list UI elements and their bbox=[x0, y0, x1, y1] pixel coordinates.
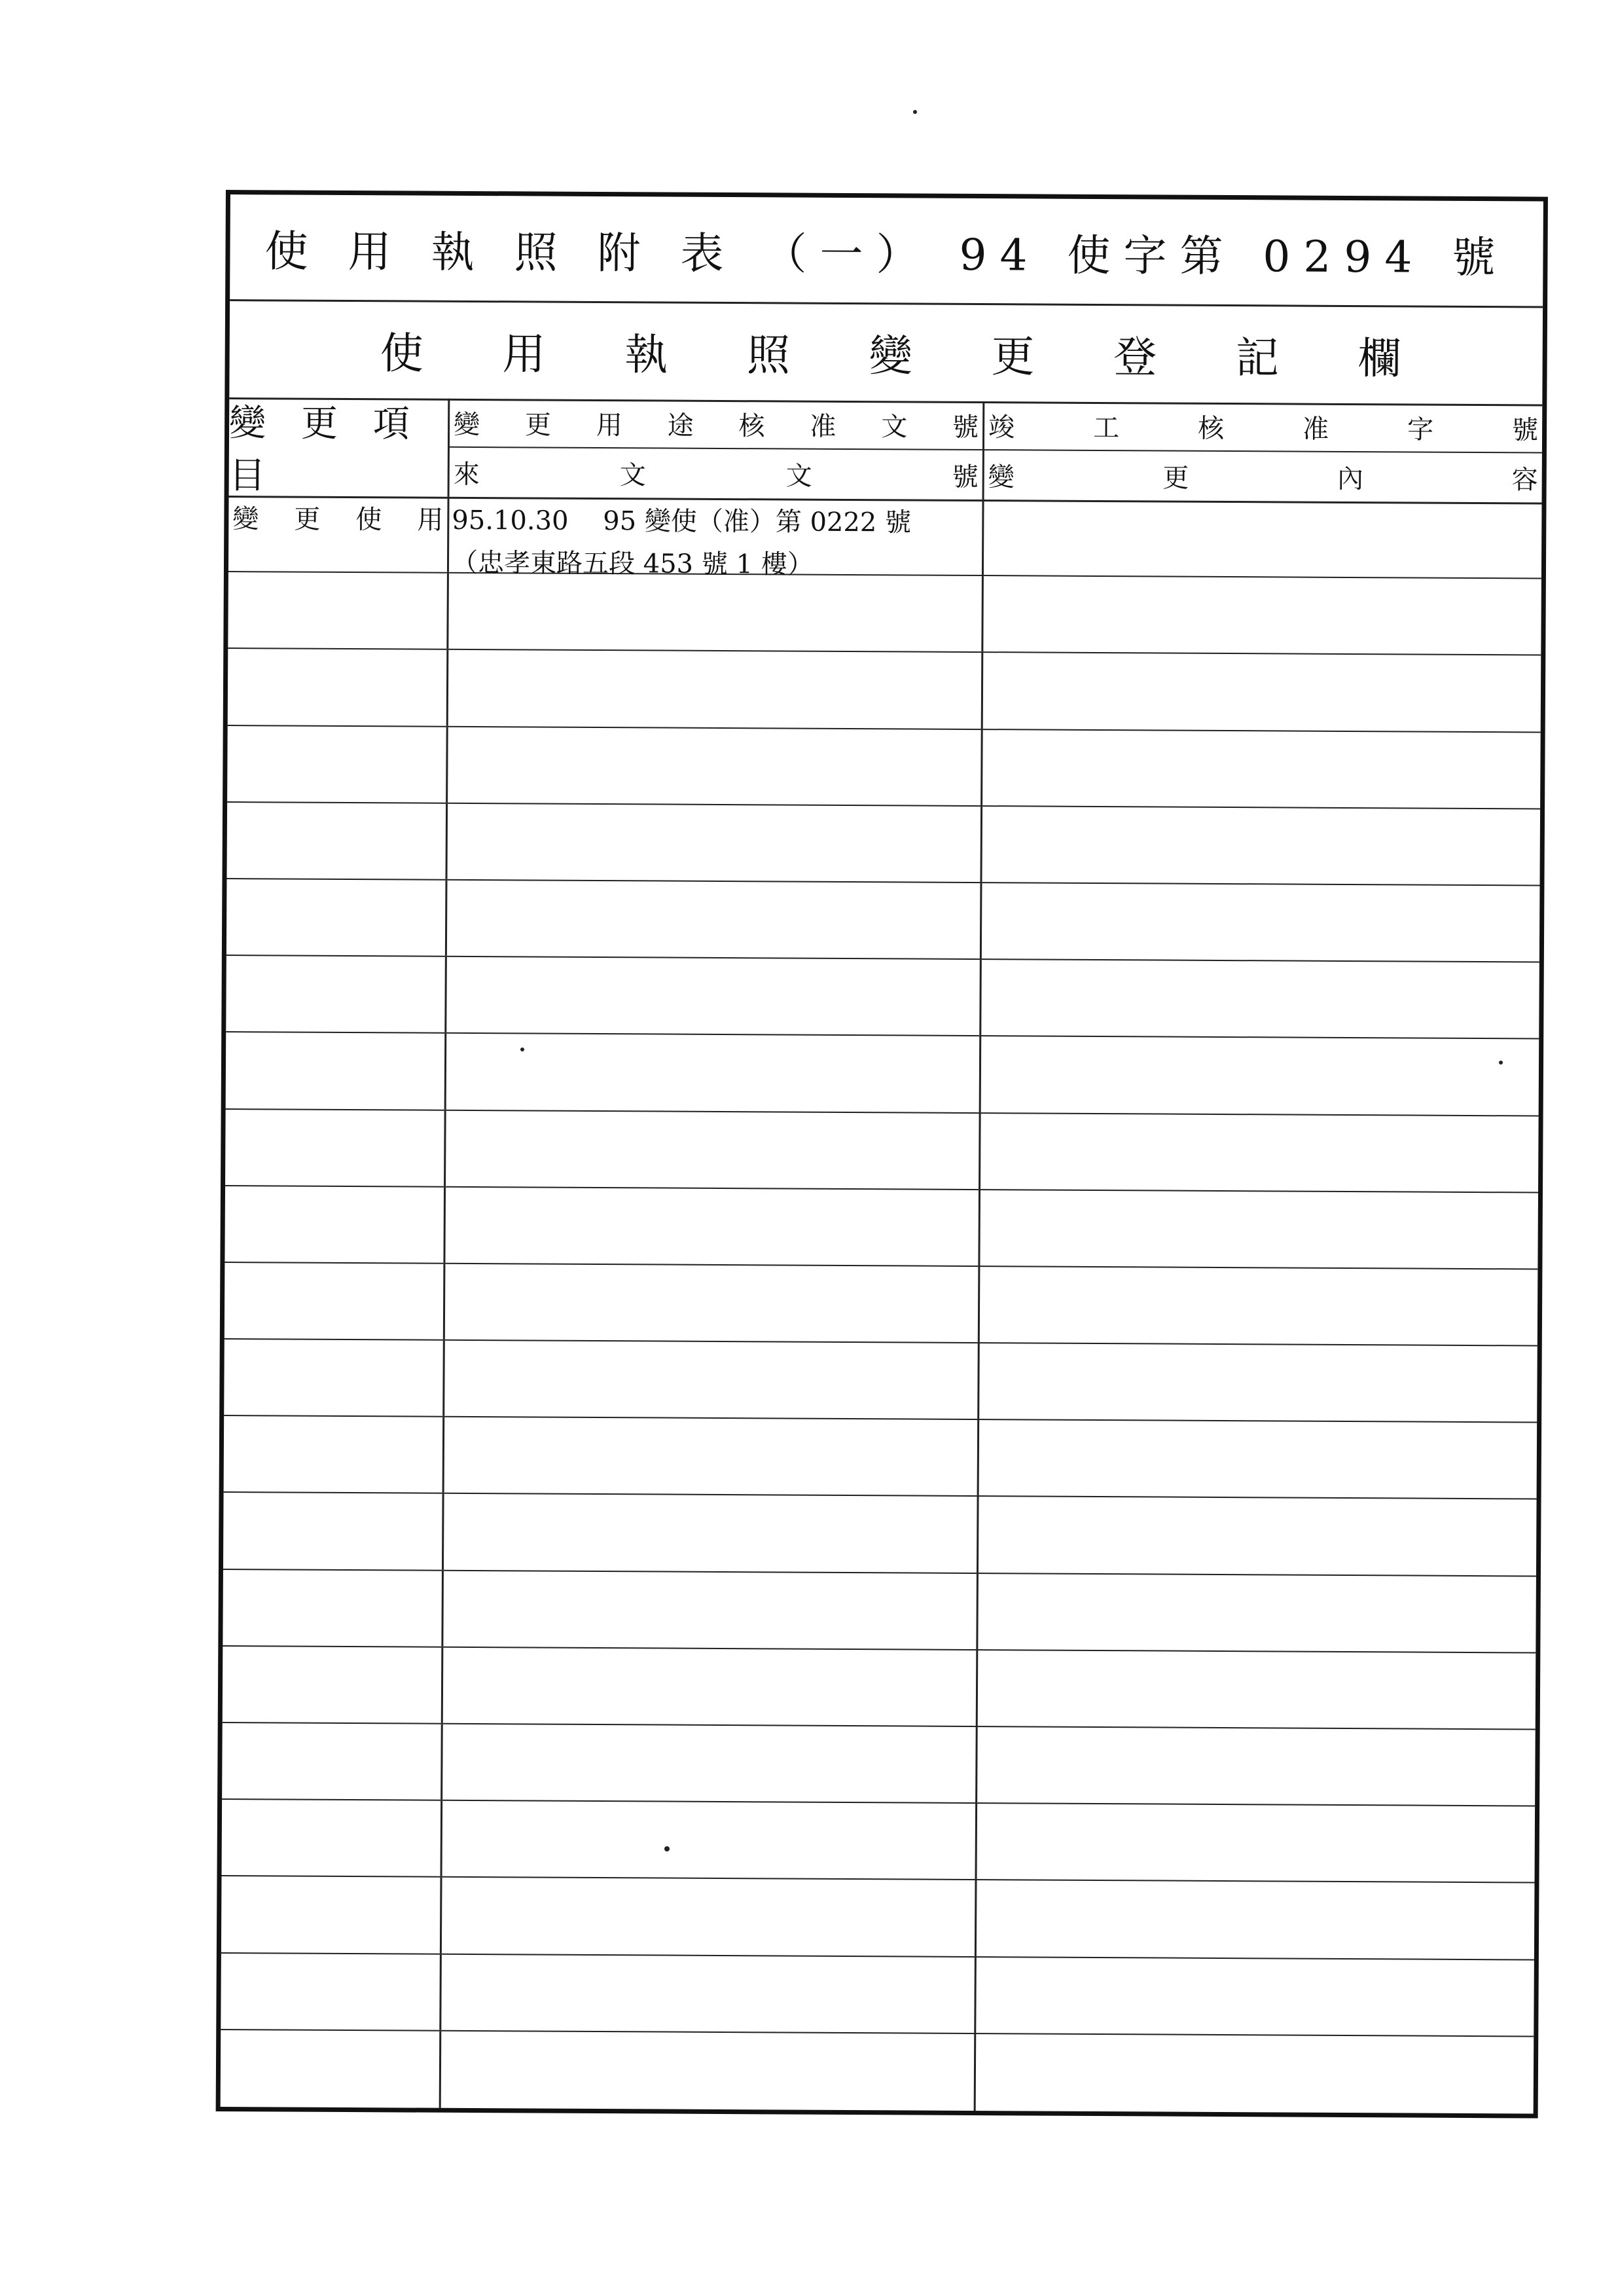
change-item-cell bbox=[223, 1647, 444, 1723]
header-approval-doc-no bbox=[450, 399, 985, 500]
header-char: 准 bbox=[810, 411, 836, 442]
table-row bbox=[226, 803, 1540, 886]
doc-no-cell bbox=[444, 1417, 980, 1495]
doc-no-cell bbox=[445, 1187, 980, 1265]
header-incoming-doc-no bbox=[450, 448, 982, 500]
change-item-cell bbox=[228, 649, 449, 725]
approval-content-cell bbox=[980, 1267, 1538, 1345]
doc-address-line: （忠孝東路五段 453 號 1 樓） bbox=[451, 547, 814, 580]
scan-speck bbox=[664, 1846, 670, 1851]
header-char: 用 bbox=[596, 410, 622, 441]
table-row bbox=[221, 1876, 1535, 1960]
doc-no-cell bbox=[444, 1494, 979, 1572]
approval-content-cell bbox=[982, 807, 1540, 885]
doc-no-cell bbox=[444, 1341, 980, 1419]
header-char: 途 bbox=[667, 410, 694, 441]
table-row bbox=[223, 1647, 1536, 1730]
change-item-char: 變 bbox=[232, 504, 259, 535]
table-row bbox=[227, 726, 1541, 810]
approval-content-cell bbox=[983, 653, 1541, 731]
change-item-cell bbox=[226, 1032, 447, 1109]
doc-no-cell bbox=[441, 1954, 977, 2032]
doc-no-cell bbox=[443, 1571, 979, 1649]
usage-permit-appendix-form bbox=[216, 190, 1548, 2119]
change-item-cell bbox=[225, 1263, 446, 1339]
change-item-cell bbox=[225, 1110, 446, 1186]
doc-no-cell bbox=[448, 574, 984, 651]
doc-no-cell bbox=[442, 1878, 977, 1956]
approval-content-cell bbox=[981, 960, 1539, 1038]
subtitle-char: 記 bbox=[1235, 332, 1280, 383]
doc-no-cell bbox=[442, 1801, 978, 1879]
subtitle-char: 變 bbox=[869, 330, 912, 381]
change-item-cell bbox=[227, 726, 448, 803]
table-row bbox=[225, 1186, 1538, 1270]
header-char: 准 bbox=[1302, 414, 1329, 445]
approval-content-cell bbox=[981, 1036, 1539, 1115]
approval-content-cell bbox=[978, 1650, 1536, 1729]
change-item-cell bbox=[226, 879, 448, 956]
header-char: 文 bbox=[785, 461, 812, 492]
change-item-cell bbox=[221, 2030, 442, 2108]
table-row bbox=[223, 1493, 1537, 1576]
approval-content-cell bbox=[982, 883, 1540, 962]
approval-content-cell bbox=[977, 1880, 1535, 1959]
doc-number-line: 95.10.30 95 變使（准）第 0222 號 bbox=[452, 505, 912, 538]
subtitle-char: 登 bbox=[1113, 331, 1157, 382]
header-char: 更 bbox=[1162, 463, 1189, 494]
header-char: 來 bbox=[453, 459, 480, 490]
change-item-cell bbox=[222, 1800, 443, 1876]
subtitle-char: 用 bbox=[502, 328, 546, 380]
header-usage-change-approval-no bbox=[450, 399, 982, 450]
approval-content-cell bbox=[979, 1420, 1537, 1499]
form-title: 使 用 執 照 附 表 （一） 94 使字第 0294 號 bbox=[230, 194, 1543, 308]
table-row bbox=[228, 496, 1542, 579]
approval-content-cell bbox=[980, 1114, 1539, 1192]
header-char: 文 bbox=[619, 460, 646, 491]
doc-no-cell bbox=[442, 1724, 978, 1802]
doc-no-cell bbox=[445, 1264, 980, 1342]
approval-content-cell bbox=[979, 1497, 1537, 1576]
change-item-cell bbox=[226, 803, 448, 879]
approval-content-cell bbox=[982, 730, 1541, 809]
header-char: 更 bbox=[524, 410, 552, 441]
header-char: 核 bbox=[1197, 413, 1225, 444]
table-row bbox=[222, 1800, 1536, 1884]
change-item-cell bbox=[228, 496, 450, 572]
header-char: 號 bbox=[1511, 415, 1539, 446]
table-row bbox=[228, 649, 1541, 733]
change-item-cell bbox=[226, 956, 447, 1032]
table-body bbox=[221, 496, 1542, 2113]
header-char: 號 bbox=[952, 462, 979, 493]
change-item-cell bbox=[224, 1416, 445, 1493]
doc-no-cell bbox=[446, 957, 982, 1035]
change-item-cell bbox=[223, 1493, 444, 1569]
header-char: 字 bbox=[1407, 414, 1434, 445]
doc-no-cell bbox=[443, 1648, 979, 1726]
table-row bbox=[224, 1416, 1537, 1500]
scan-speck bbox=[913, 110, 917, 114]
header-char: 變 bbox=[454, 409, 480, 441]
change-item-char: 更 bbox=[294, 504, 321, 535]
table-header bbox=[229, 397, 1543, 505]
subtitle-char: 更 bbox=[991, 331, 1035, 382]
table-row bbox=[223, 1570, 1536, 1654]
approval-content-cell bbox=[983, 576, 1541, 655]
table-row bbox=[226, 956, 1539, 1040]
table-row bbox=[224, 1339, 1537, 1423]
approval-content-cell bbox=[976, 1958, 1534, 2036]
change-item-cell bbox=[222, 1723, 443, 1800]
approval-content-cell bbox=[978, 1574, 1536, 1652]
subtitle-char: 欄 bbox=[1357, 333, 1401, 384]
doc-no-cell bbox=[441, 2032, 977, 2111]
table-row bbox=[221, 1954, 1534, 2037]
header-char: 變 bbox=[988, 462, 1015, 493]
header-char: 核 bbox=[738, 411, 765, 442]
doc-no-cell bbox=[448, 650, 984, 728]
doc-no-cell bbox=[448, 727, 983, 805]
table-row bbox=[221, 2030, 1534, 2114]
header-char: 文 bbox=[881, 412, 908, 443]
doc-no-cell bbox=[447, 881, 982, 958]
header-char: 容 bbox=[1511, 465, 1538, 496]
doc-no-cell bbox=[446, 1034, 982, 1112]
header-change-content bbox=[984, 450, 1542, 502]
scan-speck bbox=[520, 1048, 524, 1051]
approval-content-cell bbox=[976, 2034, 1534, 2114]
table-row bbox=[228, 572, 1541, 656]
table-row bbox=[222, 1723, 1536, 1807]
header-char: 號 bbox=[952, 412, 979, 443]
subtitle-char: 使 bbox=[380, 327, 423, 379]
change-item-char: 使 bbox=[355, 505, 382, 536]
table-row bbox=[226, 1032, 1539, 1116]
subtitle-chars bbox=[380, 318, 1401, 386]
change-item-cell bbox=[224, 1339, 445, 1416]
header-completion-approval-no bbox=[984, 401, 1542, 453]
header-char: 竣 bbox=[988, 412, 1015, 443]
subtitle-char: 執 bbox=[624, 329, 668, 380]
subtitle-char: 照 bbox=[746, 329, 791, 381]
approval-content-cell bbox=[984, 500, 1542, 578]
change-item-cell bbox=[225, 1186, 446, 1263]
header-char: 工 bbox=[1092, 412, 1120, 444]
doc-no-cell bbox=[447, 804, 982, 882]
change-item-cell bbox=[221, 1954, 442, 2030]
doc-no-cell bbox=[449, 497, 984, 580]
header-change-item: 變 更 項 目 bbox=[229, 397, 450, 497]
approval-content-cell bbox=[977, 1804, 1536, 1882]
change-item-char: 用 bbox=[417, 505, 444, 536]
table-row bbox=[225, 1110, 1539, 1194]
scan-speck bbox=[1499, 1061, 1503, 1065]
change-item-cell bbox=[221, 1876, 442, 1953]
change-item-cell bbox=[223, 1570, 444, 1647]
change-item-cell bbox=[228, 572, 449, 649]
header-char: 內 bbox=[1337, 464, 1364, 495]
approval-content-cell bbox=[980, 1190, 1538, 1269]
header-completion-approval bbox=[984, 401, 1543, 502]
doc-no-cell bbox=[446, 1110, 981, 1188]
approval-content-cell bbox=[979, 1343, 1537, 1422]
table-row bbox=[225, 1263, 1538, 1347]
change-item-label bbox=[228, 496, 447, 537]
approval-content-cell bbox=[977, 1727, 1536, 1806]
form-subtitle bbox=[229, 299, 1543, 407]
table-row bbox=[226, 879, 1540, 963]
